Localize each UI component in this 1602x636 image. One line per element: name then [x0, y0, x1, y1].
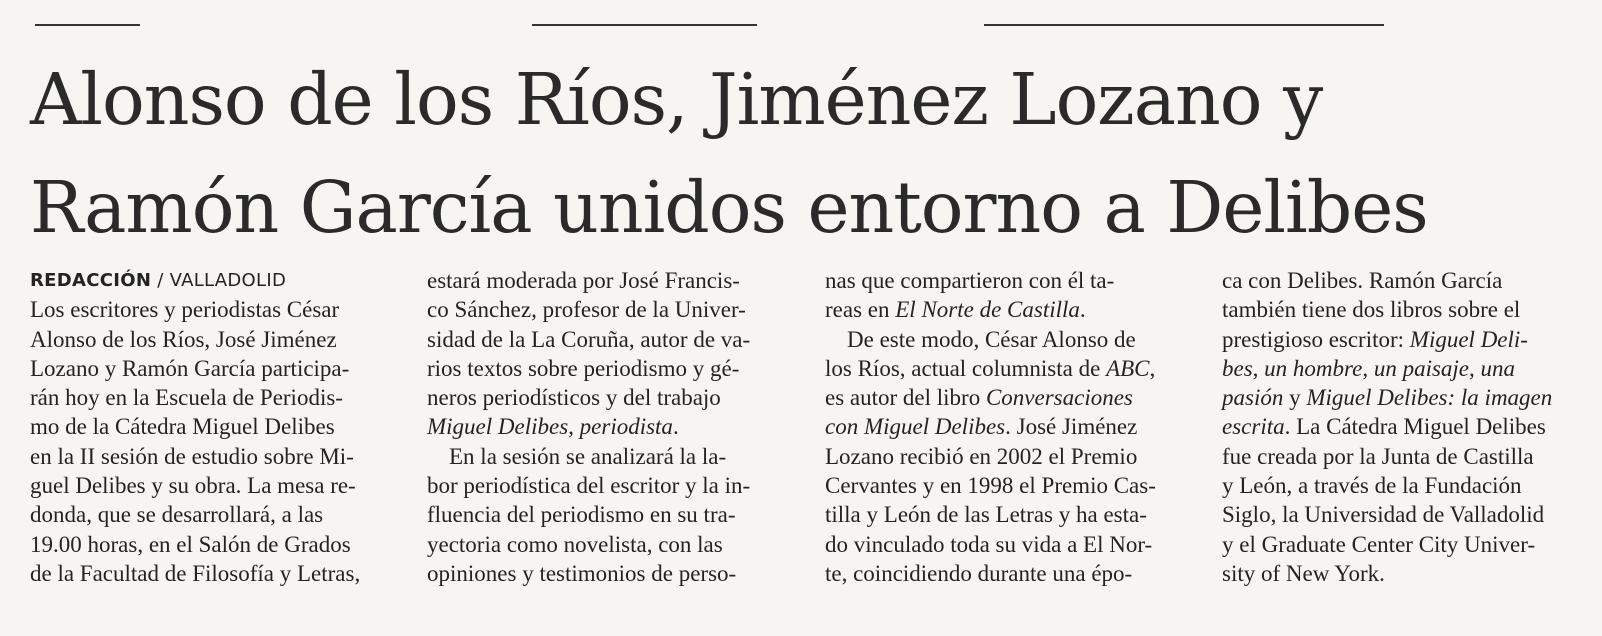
- byline: [30, 266, 404, 295]
- top-rule-center: [532, 24, 757, 26]
- text-line: estará moderada por José Francis-: [427, 268, 740, 293]
- italic-book-title: Miguel Delibes, periodista: [427, 414, 673, 440]
- text-line: En la sesión se analizará la la-: [449, 443, 727, 469]
- byline-place: VALLADOLID: [169, 270, 287, 291]
- top-rule-left: [35, 24, 140, 26]
- text-line: sidad de la La Coruña, autor de va-: [427, 326, 751, 352]
- text-line: co Sánchez, profesor de la Univer-: [427, 297, 746, 323]
- text-line: rán hoy en la Escuela de Periodis-: [30, 385, 343, 411]
- text-line: Los escritores y periodistas César: [30, 297, 340, 323]
- text-line: neros periodísticos y del trabajo: [427, 385, 721, 411]
- text-line: te, coincidiendo durante una épo-: [825, 560, 1133, 586]
- article-column-3: [825, 266, 1199, 588]
- italic-book-title: Miguel Delibes: la imagen: [1306, 385, 1553, 411]
- text-line: también tiene dos libros sobre el: [1222, 297, 1521, 323]
- text-line: fue creada por la Junta de Castilla: [1222, 443, 1534, 469]
- text-line: tilla y León de las Letras y ha esta-: [825, 502, 1147, 528]
- text-line: fluencia del periodismo en su tra-: [427, 502, 736, 528]
- text-line: ca con Delibes. Ramón García: [1222, 268, 1503, 293]
- text-line: Alonso de los Ríos, José Jiménez: [30, 326, 337, 352]
- text-line: do vinculado toda su vida a El Nor-: [825, 531, 1153, 557]
- headline-line-1: Alonso de los Ríos, Jiménez Lozano y: [30, 58, 1323, 141]
- byline-separator: /: [151, 270, 170, 291]
- text-line: Cervantes y en 1998 el Premio Cas-: [825, 473, 1156, 499]
- top-rule-right: [984, 24, 1384, 26]
- italic-book-title: pasión: [1222, 385, 1284, 411]
- text-line: mo de la Cátedra Miguel Delibes: [30, 414, 335, 440]
- italic-book-title: con Miguel Delibes: [825, 414, 1006, 440]
- text-line: de la Facultad de Filosofía y Letras,: [30, 560, 361, 586]
- italic-abc: ABC: [1106, 355, 1150, 381]
- text-line: los Ríos, actual columnista de ABC,: [825, 355, 1156, 381]
- text-line: guel Delibes y su obra. La mesa re-: [30, 473, 356, 499]
- text-line: Lozano recibió en 2002 el Premio: [825, 443, 1138, 469]
- text-line: Siglo, la Universidad de Valladolid: [1222, 502, 1545, 528]
- text-line: 19.00 horas, en el Salón de Grados: [30, 531, 351, 557]
- text-line: sity of New York.: [1222, 560, 1385, 586]
- italic-book-title: escrita: [1222, 414, 1285, 440]
- text-line: y León, a través de la Fundación: [1222, 473, 1522, 499]
- italic-book-title: Conversaciones: [985, 385, 1133, 411]
- text-line: donda, que se desarrollará, a las: [30, 502, 324, 528]
- text-line: reas en El Norte de Castilla.: [825, 297, 1086, 323]
- text-line: y el Graduate Center City Univer-: [1222, 531, 1536, 557]
- text-line: [1222, 354, 1602, 383]
- article-column-1: [30, 266, 404, 588]
- text-line: rios textos sobre periodismo y gé-: [427, 355, 740, 381]
- text-line: bor periodística del escritor y la in-: [427, 473, 751, 499]
- article-column-4: [1222, 266, 1602, 588]
- byline-section: REDACCIÓN: [30, 270, 152, 291]
- text-line: prestigioso escritor: Miguel Deli-: [1222, 326, 1528, 352]
- headline-line-2: Ramón García unidos entorno a Delibes: [30, 166, 1428, 249]
- text-line: De este modo, César Alonso de: [847, 326, 1136, 352]
- text-line-book-title: Miguel Delibes, periodista.: [427, 414, 679, 440]
- italic-book-title: bes, un hombre, un paisaje, una: [1222, 355, 1516, 381]
- text-line: en la II sesión de estudio sobre Mi-: [30, 443, 354, 469]
- article-column-2: [427, 266, 801, 588]
- text-line: yectoria como novelista, con las: [427, 531, 723, 557]
- text-line: es autor del libro Conversaciones: [825, 385, 1133, 411]
- text-line: opiniones y testimonios de perso-: [427, 560, 737, 586]
- italic-newspaper: El Norte de Castilla: [895, 297, 1080, 323]
- text-line: nas que compartieron con él ta-: [825, 268, 1115, 293]
- text-line: con Miguel Delibes. José Jiménez: [825, 414, 1138, 440]
- text-line: Lozano y Ramón García participa-: [30, 355, 350, 381]
- italic-book-title: Miguel Deli-: [1409, 326, 1528, 352]
- text-line: escrita. La Cátedra Miguel Delibes: [1222, 414, 1546, 440]
- text-line: pasión y Miguel Delibes: la imagen: [1222, 385, 1553, 411]
- article-headline: [30, 46, 1590, 262]
